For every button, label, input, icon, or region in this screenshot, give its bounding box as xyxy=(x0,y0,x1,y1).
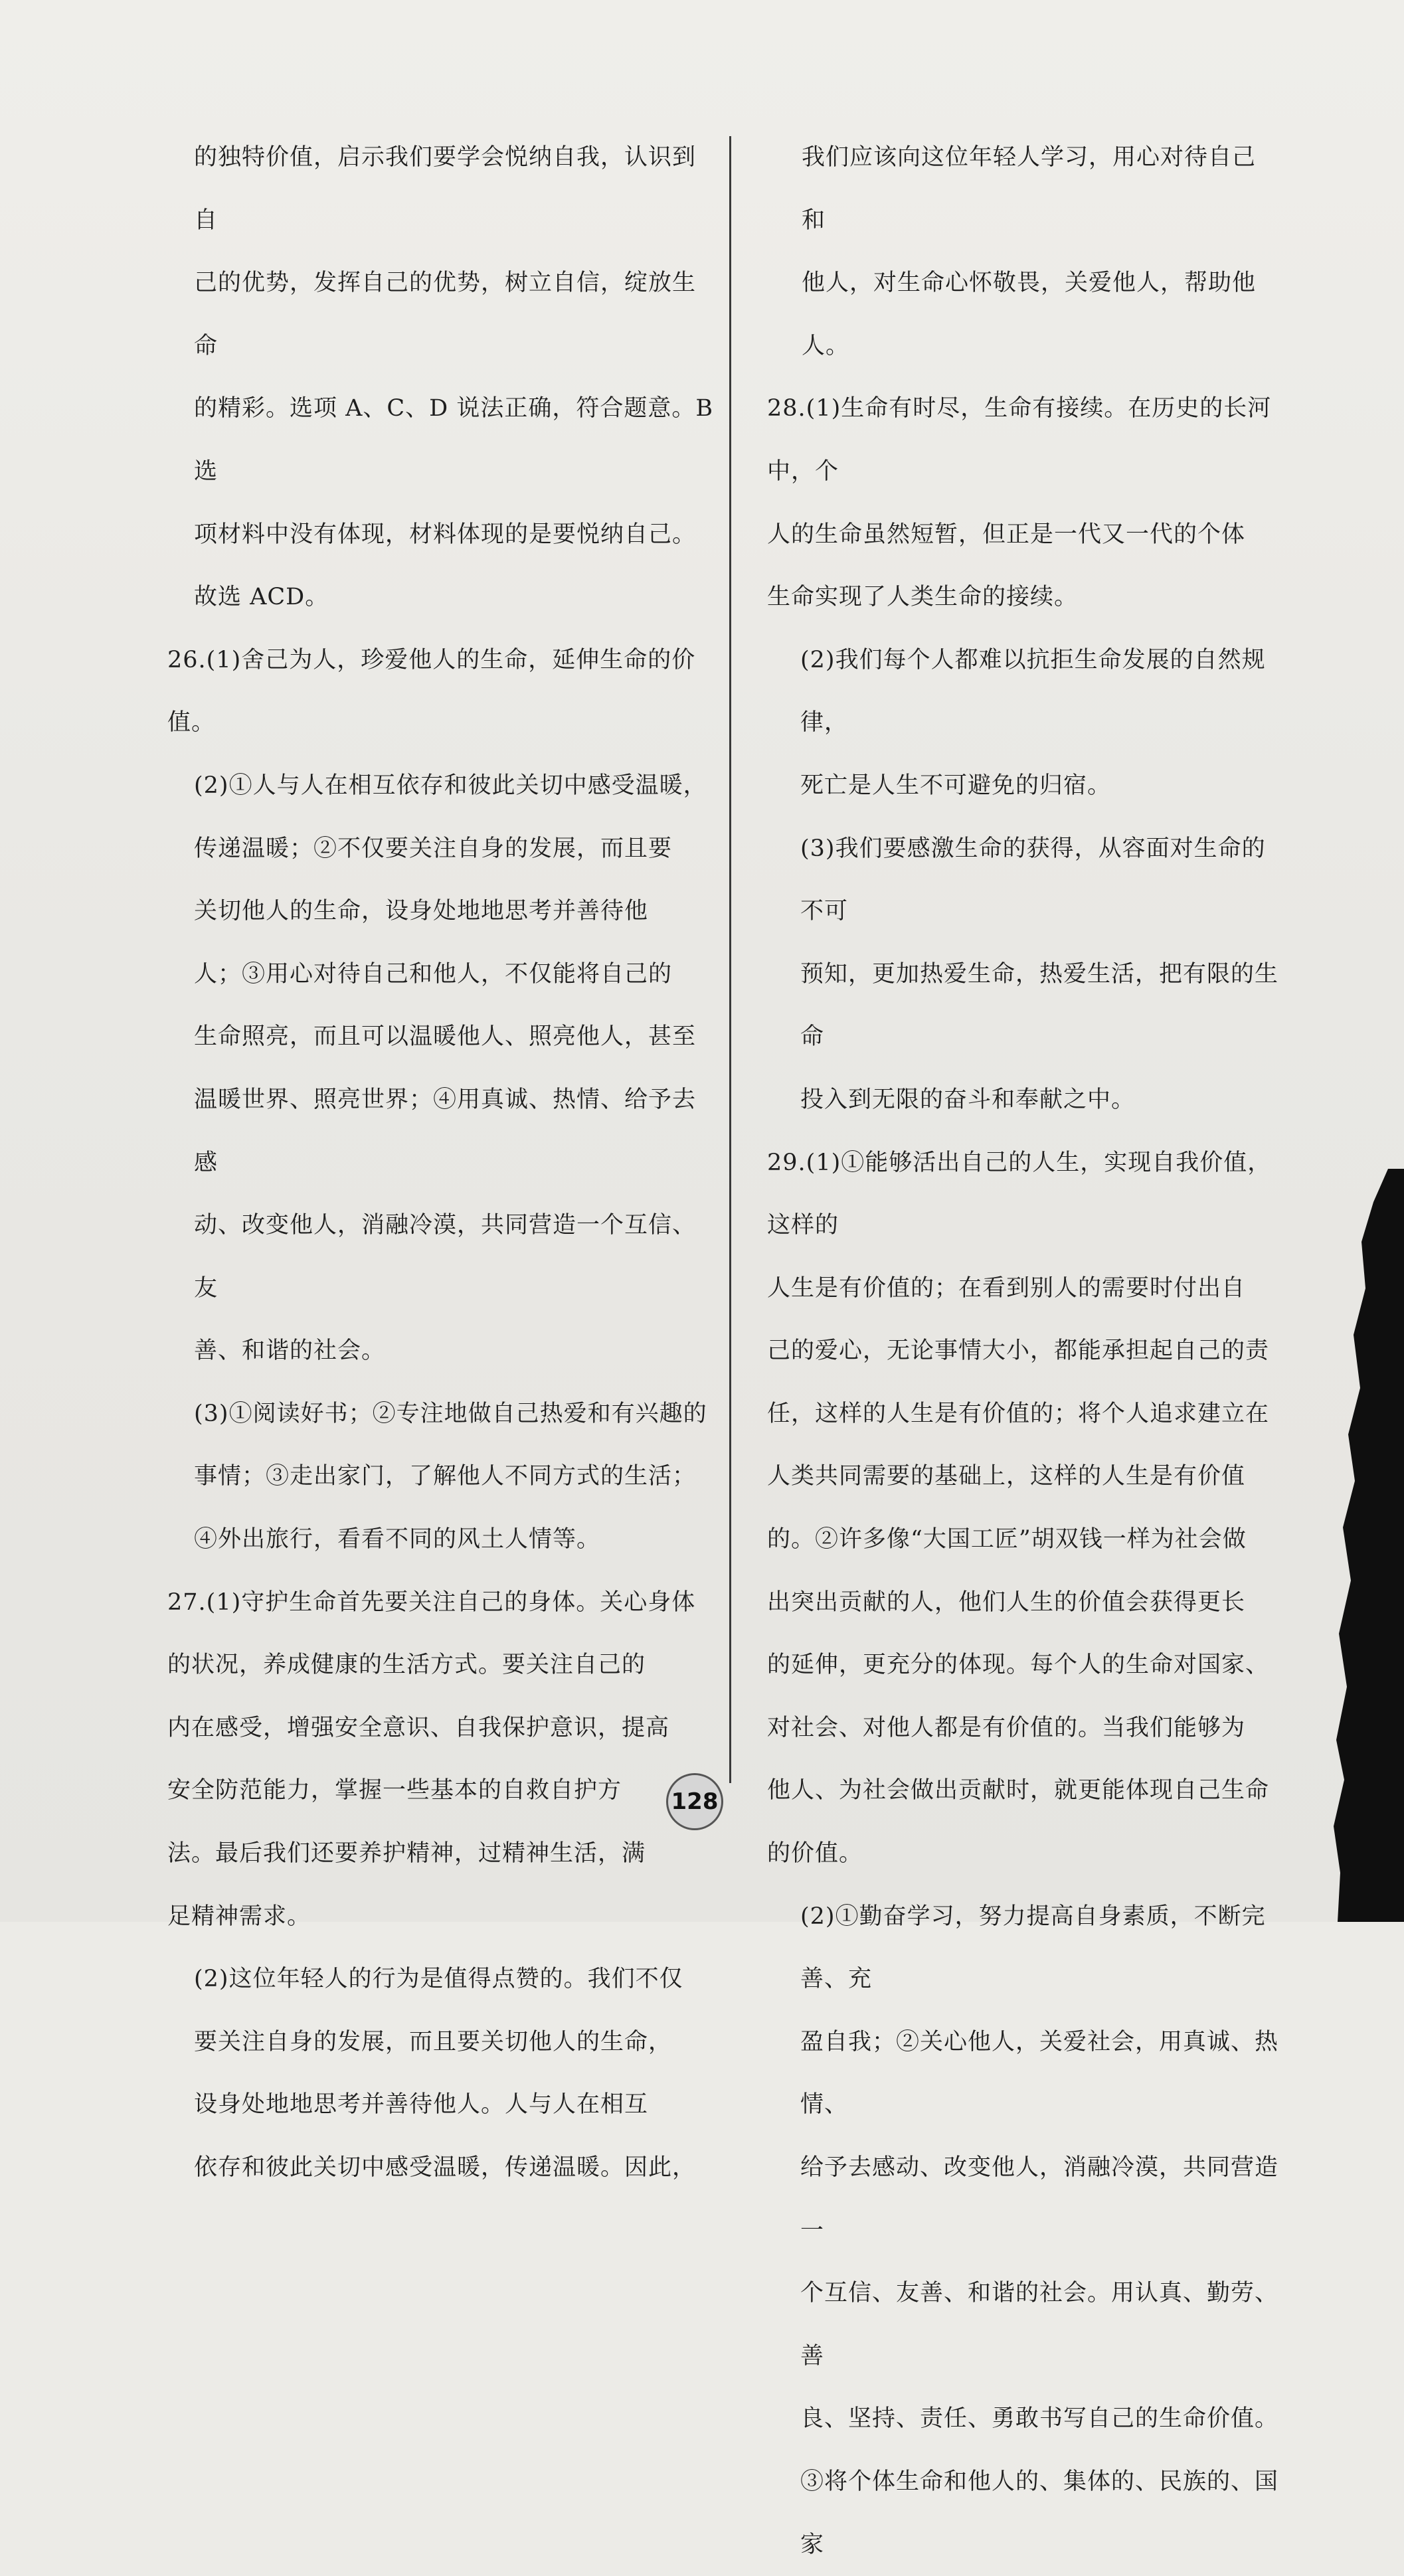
text-line: 27.(1)守护生命首先要关注自己的身体。关心身体 xyxy=(167,1589,696,1616)
text-line: 关切他人的生命，设身处地地思考并善待他 xyxy=(194,898,649,925)
text-line: 预知，更加热爱生命，热爱生活，把有限的生命 xyxy=(800,960,1279,1051)
text-line: 事情；③走出家门，了解他人不同方式的生活； xyxy=(194,1463,697,1490)
text-line: ④外出旅行，看看不同的风土人情等。 xyxy=(194,1526,601,1553)
right-column xyxy=(767,126,1278,2576)
text-line: 良、坚持、责任、勇敢书写自己的生命价值。 xyxy=(800,2405,1279,2433)
column-divider xyxy=(729,136,731,1783)
text-line: 温暖世界、照亮世界；④用真诚、热情、给予去感 xyxy=(194,1086,697,1176)
text-line: 的延伸，更充分的体现。每个人的生命对国家、 xyxy=(767,1652,1270,1679)
text-line: 出突出贡献的人，他们人生的价值会获得更长 xyxy=(767,1589,1246,1616)
text-line: (3)①阅读好书；②专注地做自己热爱和有兴趣的 xyxy=(194,1400,707,1427)
text-line: 人生是有价值的；在看到别人的需要时付出自 xyxy=(767,1274,1246,1302)
text-line: (3)我们要感激生命的获得，从容面对生命的不可 xyxy=(800,835,1266,925)
answer-q27-2-cont xyxy=(767,126,1278,377)
text-line: (2)这位年轻人的行为是值得点赞的。我们不仅 xyxy=(194,1966,683,1993)
answer-q28-3 xyxy=(767,817,1278,1132)
answer-q29-2 xyxy=(767,1885,1278,2576)
text-line: 己的爱心，无论事情大小，都能承担起自己的责 xyxy=(767,1337,1270,1365)
text-line: 的状况，养成健康的生活方式。要关注自己的 xyxy=(167,1652,646,1679)
text-line: 人；③用心对待自己和他人，不仅能将自己的 xyxy=(194,960,673,987)
answer-q26-2 xyxy=(167,754,719,1383)
page-number: 128 xyxy=(671,1788,719,1815)
text-line: 故选 ACD。 xyxy=(194,584,329,611)
text-line: (2)①人与人在相互依存和彼此关切中感受温暖， xyxy=(194,772,707,799)
text-line: 己的优势，发挥自己的优势，树立自信，绽放生命 xyxy=(194,270,697,359)
text-line: 投入到无限的奋斗和奉献之中。 xyxy=(800,1086,1136,1113)
text-line: 我们应该向这位年轻人学习，用心对待自己和 xyxy=(802,144,1257,234)
text-line: 生命实现了人类生命的接续。 xyxy=(767,584,1079,611)
answer-p-cont xyxy=(167,126,719,629)
text-line: 的。②许多像“大国工匠”胡双钱一样为社会做 xyxy=(767,1526,1247,1553)
text-line: 动、改变他人，消融冷漠，共同营造一个互信、友 xyxy=(194,1212,697,1302)
text-line: (2)我们每个人都难以抗拒生命发展的自然规律， xyxy=(800,646,1266,736)
text-line: 29.(1)①能够活出自己的人生，实现自我价值，这样的 xyxy=(767,1149,1272,1239)
text-line: 任，这样的人生是有价值的；将个人追求建立在 xyxy=(767,1400,1270,1427)
answer-q29-1 xyxy=(767,1132,1278,1885)
text-line: 设身处地地思考并善待他人。人与人在相互 xyxy=(194,2091,649,2118)
left-column xyxy=(167,126,719,2199)
text-line: 的独特价值，启示我们要学会悦纳自我，认识到自 xyxy=(194,144,697,234)
text-line: 生命照亮，而且可以温暖他人、照亮他人，甚至 xyxy=(194,1023,697,1051)
text-line: 他人、为社会做出贡献时，就更能体现自己生命 xyxy=(767,1777,1270,1804)
text-line: 法。最后我们还要养护精神，过精神生活，满 xyxy=(167,1840,646,1867)
answer-q27-2 xyxy=(167,1948,719,2199)
text-line: 依存和彼此关切中感受温暖，传递温暖。因此， xyxy=(194,2154,697,2181)
text-line: 他人，对生命心怀敬畏，关爱他人，帮助他人。 xyxy=(802,270,1257,359)
text-line: 个互信、友善、和谐的社会。用认真、勤劳、善 xyxy=(800,2280,1279,2369)
text-line: 传递温暖；②不仅要关注自身的发展，而且要 xyxy=(194,835,673,862)
answer-q26-3 xyxy=(167,1383,719,1571)
text-line: 死亡是人生不可避免的归宿。 xyxy=(800,772,1112,799)
text-line: 的价值。 xyxy=(767,1840,863,1867)
page-number-badge xyxy=(666,1773,723,1830)
text-line: 的精彩。选项 A、C、D 说法正确，符合题意。B 选 xyxy=(194,395,714,485)
answer-q27-1 xyxy=(167,1571,719,1948)
answer-q28-2 xyxy=(767,629,1278,817)
text-line: 给予去感动、改变他人，消融冷漠，共同营造一 xyxy=(800,2154,1279,2244)
text-line: 28.(1)生命有时尽，生命有接续。在历史的长河中，个 xyxy=(767,395,1272,485)
text-line: 善、和谐的社会。 xyxy=(194,1337,386,1365)
text-line: 对社会、对他人都是有价值的。当我们能够为 xyxy=(767,1714,1246,1741)
text-line: ③将个体生命和他人的、集体的、民族的、国家 xyxy=(800,2468,1279,2558)
text-line: 26.(1)舍己为人，珍爱他人的生命，延伸生命的价值。 xyxy=(167,646,696,736)
text-line: (2)①勤奋学习，努力提高自身素质，不断完善、充 xyxy=(800,1903,1266,1993)
text-line: 内在感受，增强安全意识、自我保护意识，提高 xyxy=(167,1714,670,1741)
torn-edge-shadow xyxy=(1324,1169,1404,1922)
text-line: 人类共同需要的基础上，这样的人生是有价值 xyxy=(767,1463,1246,1490)
text-line: 足精神需求。 xyxy=(167,1903,311,1930)
text-line: 项材料中没有体现，材料体现的是要悦纳自己。 xyxy=(194,521,697,548)
text-line: 安全防范能力，掌握一些基本的自救自护方 xyxy=(167,1777,622,1804)
text-line: 盈自我；②关心他人，关爱社会，用真诚、热情、 xyxy=(800,2028,1279,2118)
answer-q28-1 xyxy=(767,377,1278,628)
text-line: 要关注自身的发展，而且要关切他人的生命， xyxy=(194,2028,673,2055)
answer-q26-1 xyxy=(167,629,719,754)
text-line: 人的生命虽然短暂，但正是一代又一代的个体 xyxy=(767,521,1246,548)
